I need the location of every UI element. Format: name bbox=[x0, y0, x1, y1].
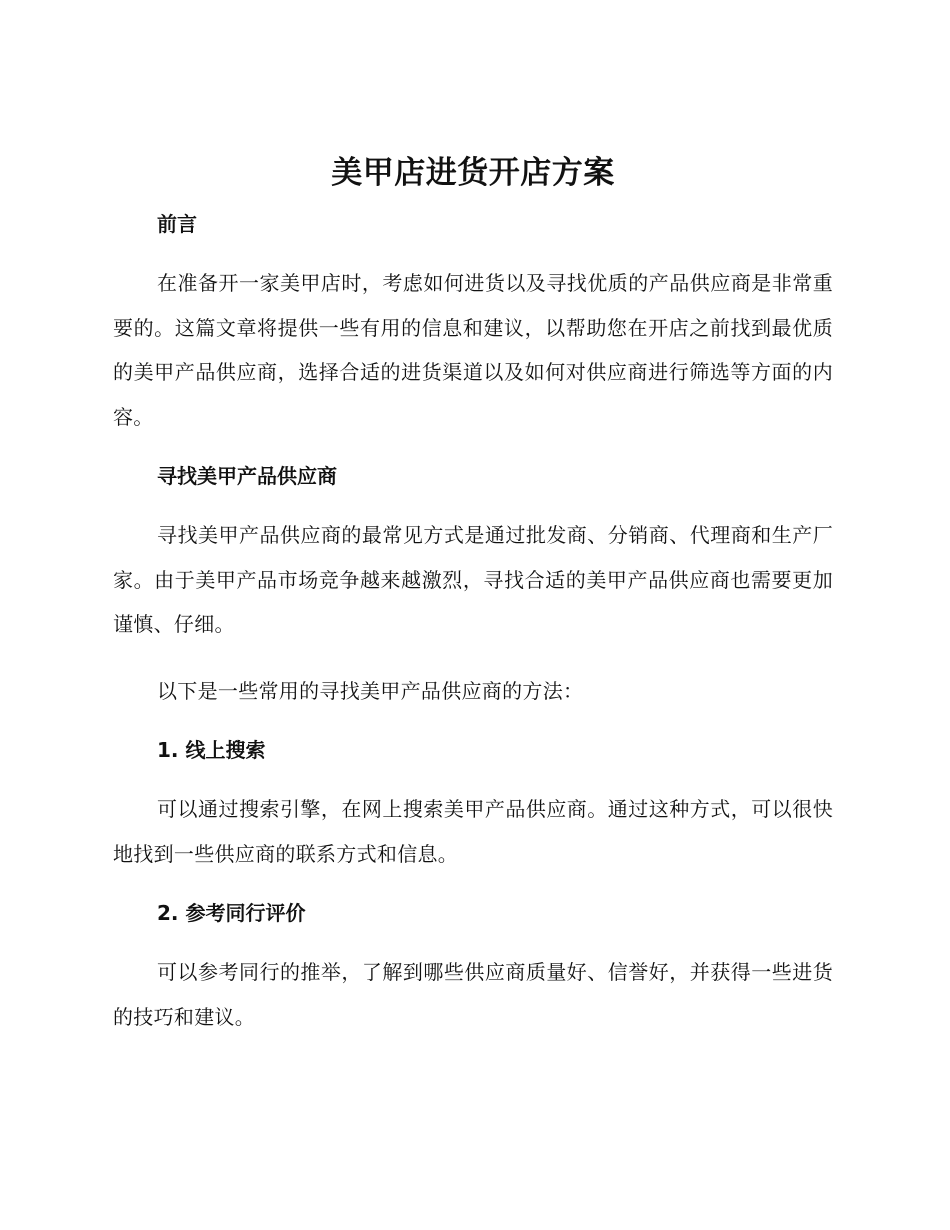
section-heading-method-peer-reviews: 2. 参考同行评价 bbox=[157, 901, 306, 925]
paragraph-find-suppliers: 寻找美甲产品供应商的最常见方式是通过批发商、分销商、代理商和生产厂家。由于美甲产品市场竞争越来越激烈，寻找合适的美甲产品供应商也需要更加谨慎、仔细。 bbox=[113, 523, 833, 636]
paragraph-methods-intro: 以下是一些常用的寻找美甲产品供应商的方法： bbox=[157, 678, 584, 703]
section-heading-method-online-search: 1. 线上搜索 bbox=[157, 738, 266, 762]
paragraph-method-online-search: 可以通过搜索引擎，在网上搜索美甲产品供应商。通过这种方式，可以很快地找到一些供应商的联系方式和信息。 bbox=[113, 797, 833, 866]
paragraph-method-peer-reviews: 可以参考同行的推举，了解到哪些供应商质量好、信誉好，并获得一些进货的技巧和建议。 bbox=[113, 960, 833, 1029]
document-page bbox=[113, 148, 833, 1039]
document-title: 美甲店进货开店方案 bbox=[331, 155, 615, 191]
section-heading-find-suppliers: 寻找美甲产品供应商 bbox=[157, 464, 337, 488]
paragraph-intro: 在准备开一家美甲店时，考虑如何进货以及寻找优质的产品供应商是非常重要的。这篇文章将提供一些有用的信息和建议，以帮助您在开店之前找到最优质的美甲产品供应商，选择合适的进货渠道以及如何对供应商进行筛选等方面的内容。 bbox=[113, 271, 833, 429]
section-heading-intro: 前言 bbox=[157, 212, 197, 236]
